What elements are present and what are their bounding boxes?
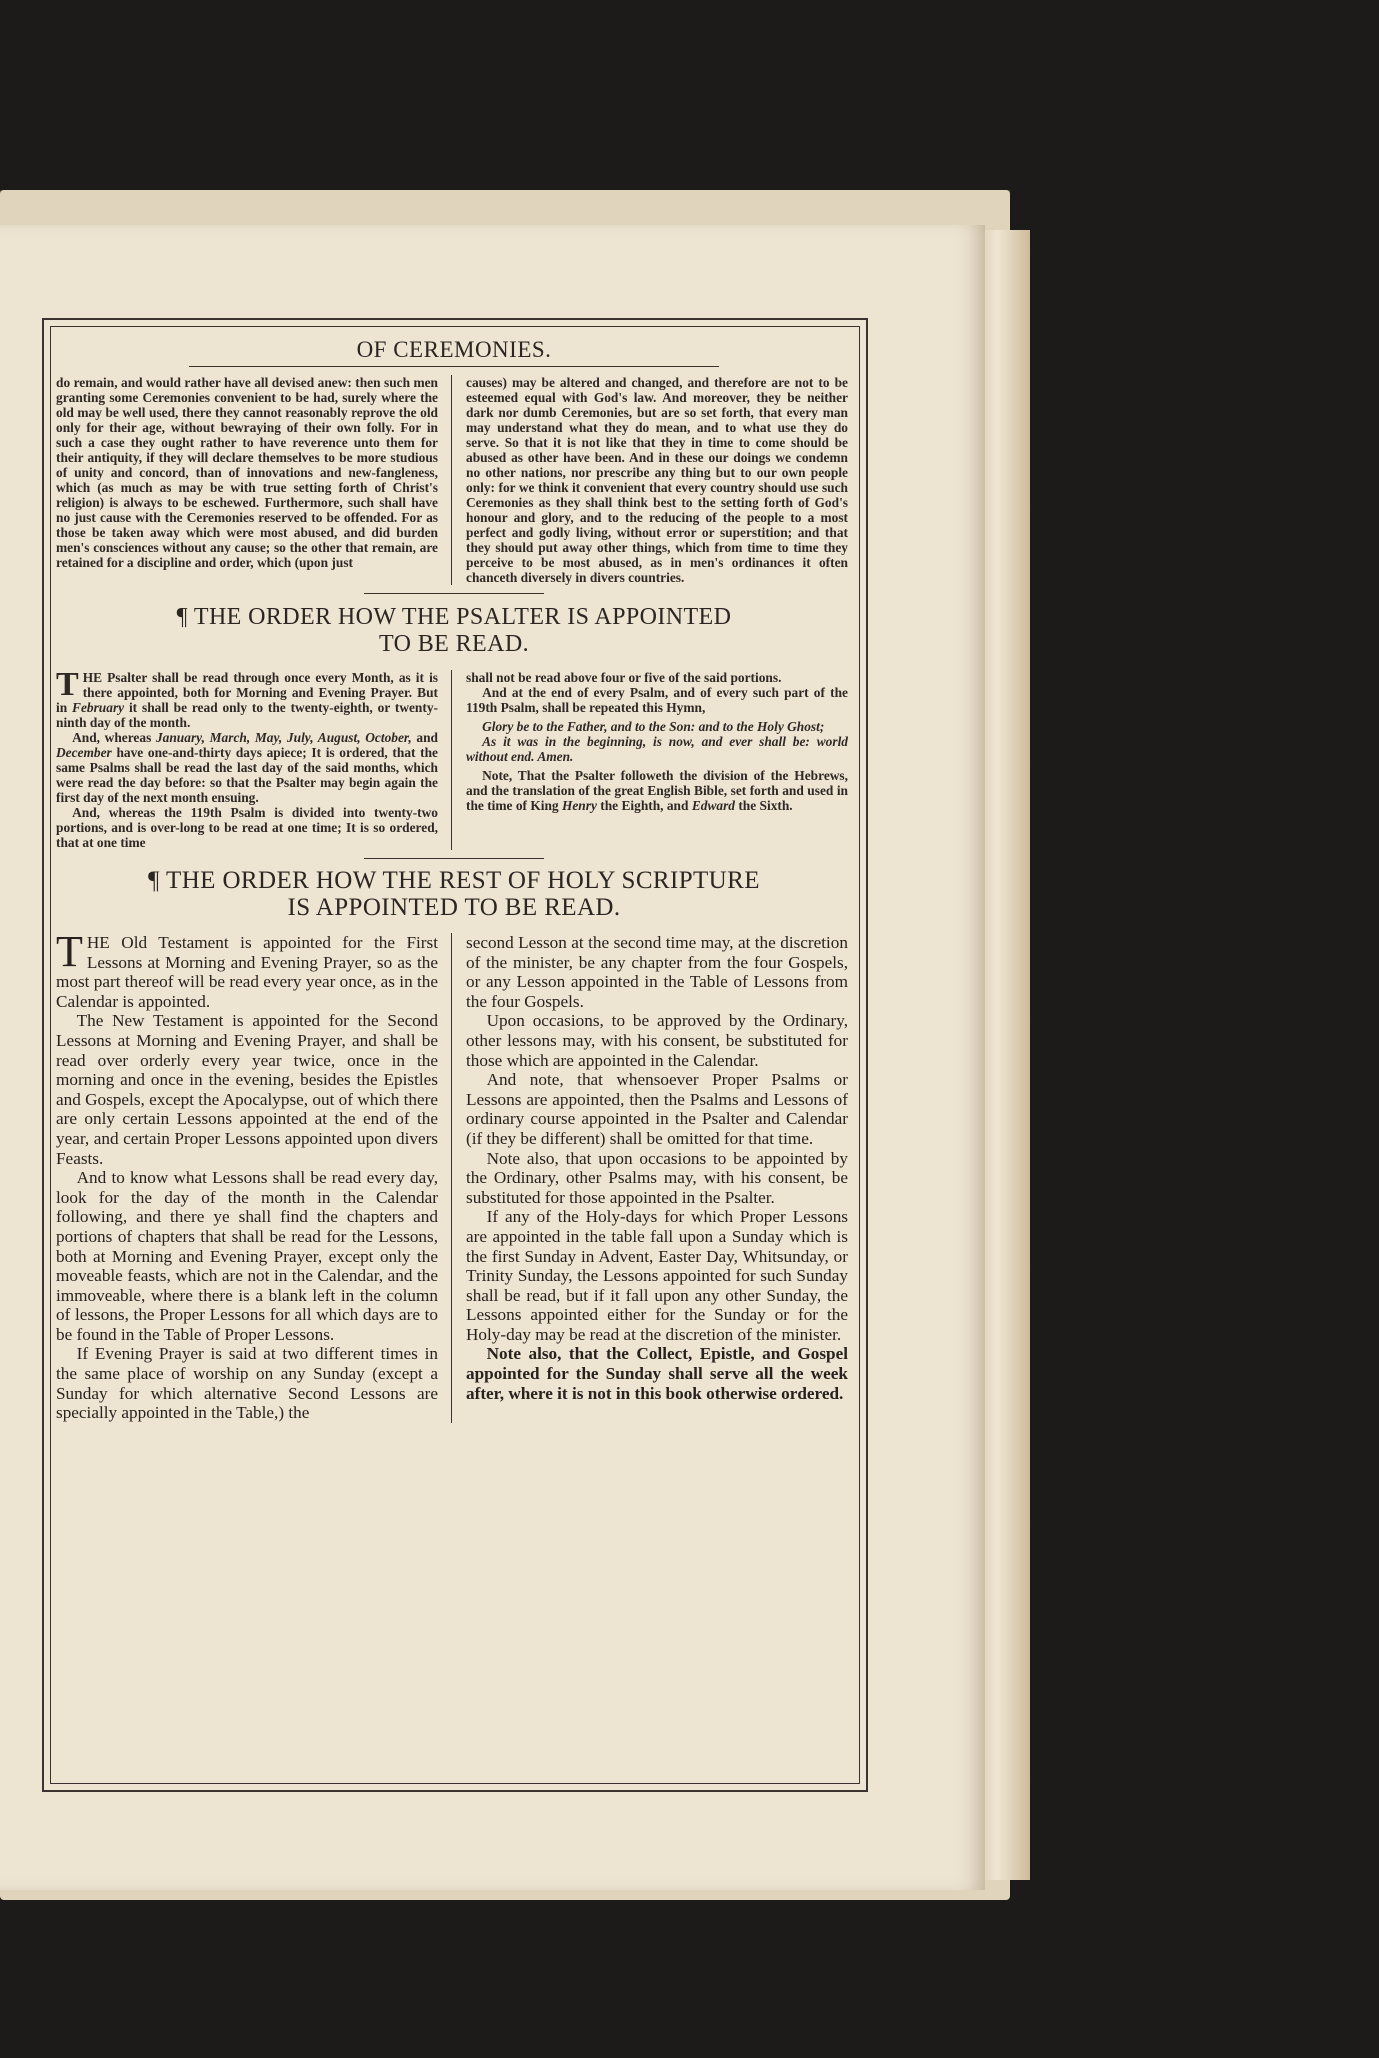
scripture-right-p2: Upon occasions, to be approved by the Ordinary, other lessons may, with his consent, be substituted for those which are appointed in the Calendar. [466,1011,848,1070]
psalter-section-title [56,604,852,658]
column-divider [451,933,452,1423]
psalter-text: have one-and-thirty days apiece; It is ordered, that the same Psalms shall be read the last day of the said months, which were read the day before: so that the Psalter may begin again the first day of the next month ensuing. [56,745,438,805]
psalter-text-italic: Edward [691,798,735,813]
scripture-left-p3: And to know what Lessons shall be read every day, look for the day of the month in the Calendar following, and there ye shall find the chapters and portions of chapters that shall be read for the Lessons, both at Morning and Evening Prayer, except only the moveable feasts, which are not in the Calendar, and the immoveable, where there is a blank left in the column of lessons, the Proper Lessons for all which days are to be found in the Table of Proper Lessons. [56,1168,438,1344]
psalter-section [56,666,852,850]
ceremonies-left-text: do remain, and would rather have all devised anew: then such men granting some Ceremonies convenient to be had, surely where the old may be well used, there they cannot reasonably reprove the old only for their age, without bewraying of their own folly. For in such a case they ought rather to have reverence unto them for their antiquity, if they will declare themselves to be more studious of unity and concord, than of innovations and new-fangleness, which (as much as may be with true setting forth of Christ's religion) is always to be eschewed. Furthermore, such shall have no just cause with the Ceremonies reserved to be offended. For as those be taken away which were most abused, and did burden men's consciences without any cause; so the other that remain, are retained for a discipline and order, which (upon just [56,375,438,570]
section-rule [364,593,544,594]
psalter-text: the Eighth, and [596,798,692,813]
psalter-left-p1 [56,666,438,730]
gloria-text: Glory be to the Father, and to the Son: and to the Holy Ghost; [482,719,825,734]
psalter-text: HE Psalter shall be read through once every Month, as it is there appointed, both for Morning and Evening Prayer. But in [56,670,438,715]
psalter-gloria-1 [466,719,848,734]
psalter-text-italic: January, March, May, July, August, October, [155,730,412,745]
psalter-left-p3: And, whereas the 119th Psalm is divided into twenty-two portions, and is over-long to be read at one time; It is so ordered, that at one time [56,805,438,850]
scripture-right-p5: If any of the Holy-days for which Proper Lessons are appointed in the table fall upon a Sunday which is the first Sunday in Advent, Easter Day, Whitsunday, or Trinity Sunday, the Lessons appointed for such Sunday shall be read, but if it fall upon any other Sunday, the Lessons appointed either for the Sunday or for the Holy-day may be read at the discretion of the minister. [466,1207,848,1344]
psalter-right-p1: shall not be read above four or five of the said portions. [466,670,782,685]
ceremonies-right-column [466,375,848,585]
ceremonies-left-column [56,375,438,585]
gloria-text: As it was in the beginning, is now, and ever shall be: world without end. Amen. [466,734,848,764]
scripture-section [56,927,852,1423]
psalter-text-italic: December [56,745,112,760]
section-rule [364,858,544,859]
column-divider [451,375,452,585]
psalter-text-italic: Henry [561,798,597,813]
scripture-right-column [466,933,848,1423]
scripture-section-title [56,867,852,921]
scripture-text: HE Old Testament is appointed for the First Lessons at Morning and Evening Prayer, so as the most part thereof will be read every year once, as in the Calendar is appointed. [56,933,438,1011]
scripture-left-p4: If Evening Prayer is said at two different times in the same place of worship on any Sunday (except a Sunday for which alternative Second Lessons are specially appointed in the Table,) the [56,1344,438,1423]
psalter-text: And, whereas [72,730,156,745]
ceremonies-right-text: causes) may be altered and changed, and therefore are not to be esteemed equal with God's law. And moreover, they be neither dark nor dumb Ceremonies, but are so set forth, that every man may understand what they do mean, and to what use they do serve. So that it is not like that they in time to come should be abused as other have been. And in these our doings we condemn no other nations, nor prescribe any thing but to our own people only: for we think it convenient that every country should use such Ceremonies as they shall think best to the setting forth of God's honour and glory, and to the reducing of the people to a most perfect and godly living, without error or superstition; and that they should put away other things, which from time to time they perceive to be most abused, as in men's ordinances it often chanceth diversely in divers countries. [466,375,848,585]
scripture-right-p4: Note also, that upon occasions to be appointed by the Ordinary, other Psalms may, with his consent, be substituted for those appointed in the Psalter. [466,1148,848,1207]
psalter-text: and [411,730,438,745]
scripture-left-p1 [56,927,438,1011]
scripture-title-line1: ¶ THE ORDER HOW THE REST OF HOLY SCRIPTURE [148,867,760,894]
scripture-title-line2: IS APPOINTED TO BE READ. [287,894,621,921]
psalter-title-line1: ¶ THE ORDER HOW THE PSALTER IS APPOINTED [176,604,732,630]
psalter-gloria-2 [466,734,848,764]
psalter-text: Note, That the Psalter followeth the division of the Hebrews, and the translation of the great English Bible, set forth and used in the time of King [466,768,848,813]
scripture-left-p2: The New Testament is appointed for the Second Lessons at Morning and Evening Prayer, and shall be read over orderly every year twice, once in the morning and once in the evening, besides the Epistles and Gospels, except the Apocalypse, out of which there are only certain Lessons appointed at the end of the year, and certain Proper Lessons appointed upon divers Feasts. [56,1011,438,1168]
psalter-left-column [56,666,438,850]
column-divider [451,670,452,850]
psalter-text: the Sixth. [734,798,793,813]
page-content [56,332,852,1778]
psalter-right-p2: And at the end of every Psalm, and of every such part of the 119th Psalm, shall be repeated this Hymn, [466,685,848,715]
scripture-left-column [56,927,438,1423]
title-rule [189,366,719,367]
drop-cap: T [56,927,83,976]
psalter-left-p2 [56,730,438,805]
psalter-text-italic: February [72,700,125,715]
scripture-right-p1: second Lesson at the second time may, at the discretion of the minister, be any chapter from the four Gospels, or any Lesson appointed in the Table of Lessons from the four Gospels. [466,933,848,1011]
scripture-right-p6: Note also, that the Collect, Epistle, and Gospel appointed for the Sunday shall serve all the week after, where it is not in this book otherwise ordered. [466,1344,848,1403]
psalter-title-line2: TO BE READ. [379,631,529,657]
page-title: OF CEREMONIES. [356,337,552,362]
psalter-right-column [466,670,848,850]
psalter-text: it shall be read only to the twenty-eighth, or twenty-ninth day of the month. [56,700,438,730]
drop-cap: T [56,666,79,703]
ceremonies-section [56,375,852,585]
psalter-right-note [466,768,848,813]
scripture-right-p3: And note, that whensoever Proper Psalms or Lessons are appointed, then the Psalms and Lessons of ordinary course appointed in the Psalter and Calendar (if they be different) shall be omitted for that time. [466,1070,848,1148]
